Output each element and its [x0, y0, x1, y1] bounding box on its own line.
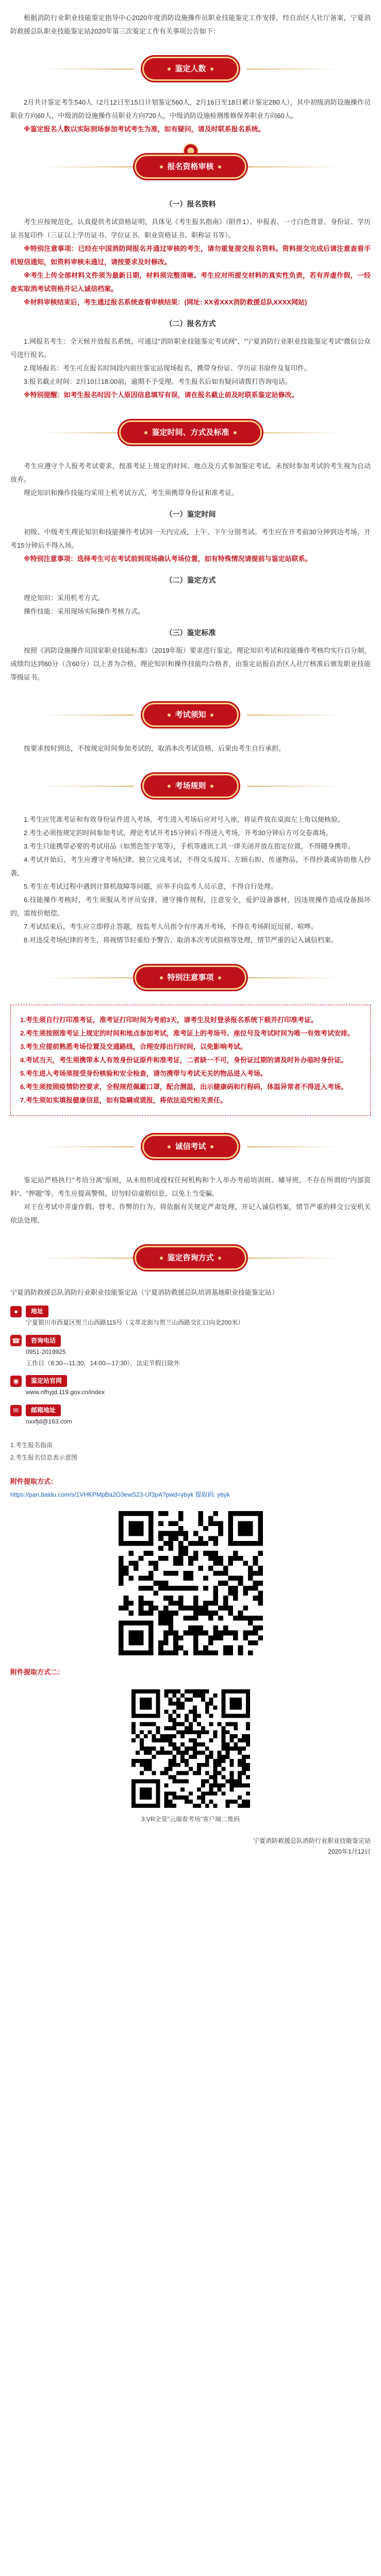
location-pin-icon: ●	[10, 1306, 22, 1317]
sub-title: （二）鉴定方式	[165, 576, 216, 584]
s3-paragraph: 理论知识：采用机考方式。	[24, 594, 105, 602]
section-header-7	[10, 1123, 371, 1170]
section-badge: 鉴定时间、方式及标准	[119, 420, 261, 445]
s3-paragraph: 考生应遵守个人报考考试要求，按准考证上规定的时间、地点及方式参加鉴定考试。未按时参加考试的考生视为自动放弃。	[10, 462, 371, 483]
office-hours: 工作日（8:30—11:30，14:00—17:30），法定节假日除外	[26, 1359, 180, 1367]
contact-section	[10, 1286, 371, 1428]
signature-date: 2020年1月12日	[328, 1848, 371, 1856]
s6-item: 5.考生进入考场须接受身份核验和安全检查，请勿携带与考试无关的物品进入考场。	[20, 1070, 267, 1077]
s5-rule: 4.考试开始后，考生应遵守考场纪律，独立完成考试，不得交头接耳、左顾右盼、传递物品，不得抄袭或协助他人抄袭。	[10, 856, 371, 877]
sub-title: （一）报名资料	[165, 200, 216, 208]
download-title-2: 附件提取方式二：	[10, 1668, 64, 1676]
s2-paragraph: 考生应按规范化，认真提供考试资格证明，具体见《考生报名指南》（附件1）、申报表、一寸白色背景、身份证、学历证书复印件（三证以上学历证书、学位证书、职业资格证书、职称证书等）。	[10, 218, 371, 239]
s5-rule: 1.考生应凭准考证和有效身份证件进入考场，考生进入考场后应对号入座，将证件放在桌面左上角以便核验。	[24, 816, 344, 823]
contact-row-web	[10, 1375, 371, 1387]
s5-rule: 3.考生只能携带必要的考试用品（如黑色签字笔等），手机等通讯工具一律关闭并放在指定位置，不得随身携带。	[24, 842, 355, 850]
mail-icon: ✉	[10, 1405, 22, 1416]
s7-paragraph: 对于在考试中弄虚作假、替考、作弊的行为，将依据有关规定严肃处理，并记入诚信档案，情节严重的移交公安机关依法处理。	[10, 1203, 371, 1224]
section-badge: 报名资格审核	[135, 155, 246, 179]
section-badge: 鉴定咨询方式	[135, 1246, 246, 1270]
section-badge: 鉴定人数	[142, 57, 238, 81]
qr-code-icon	[119, 1511, 263, 1655]
s5-rule: 7.考试结束后，考生应立即停止答题，按监考人员指令有序离开考场，不得在考场附近逗留、喧哗。	[24, 923, 318, 930]
s6-item: 2.考生须按照准考证上规定的时间和地点参加考试，准考证上的考场号、座位号及考试时间为唯一有效考试安排。	[20, 1029, 354, 1037]
section-header-6	[10, 954, 371, 1001]
s3-notice: ※特别注意事项：选择考生可在考试前到现场确认考场位置，如有特殊情况请提前与鉴定站联系。	[24, 555, 312, 563]
s2-paragraph: 3.报名截止时间：2月10日18:00前，逾期不予受理。考生报名后如有疑问请拨打咨询电话。	[24, 378, 292, 385]
qr-code-vr	[10, 1689, 371, 1808]
phone-value[interactable]: 0951-2019925	[26, 1348, 66, 1355]
s6-item: 1.考生须自行打印准考证，准考证打印时间为考前3天，请考生及时登录报名系统下载并打印准考证。	[20, 1016, 318, 1024]
address-label: 地址	[26, 1306, 48, 1317]
s3-paragraph: 按照《消防设施操作员国家职业技能标准》（2019年版）要求进行鉴定。理论知识考试和技能操作考核均实行百分制，成绩均达到60分（含60分）以上者为合格。理论知识和操作技能均合格者，由鉴定站报自治区人社厅核准后颁发职业技能等级证书。	[10, 647, 371, 681]
sub-title: （一）鉴定时间	[165, 510, 216, 518]
s6-item: 3.考生应提前熟悉考场位置及交通路线，合理安排出行时间，以免影响考试。	[20, 1043, 247, 1050]
s2-notice: ※考生上传全部材料文件须为最新日期，材料须完整清晰。考生应对所提交材料的真实性负责，若有弄虚作假，一经查实取消考试资格并记入诚信档案。	[10, 272, 371, 293]
contact-row-address	[10, 1306, 371, 1317]
section-badge: 诚信考试	[142, 1134, 238, 1159]
intro-paragraph: 根据消防行业职业技能鉴定指导中心2020年度消防设施操作员职业技能鉴定工作安排，经自治区人社厅备案，宁夏消防救援总队职业技能鉴定站2020年第三次鉴定工作有关事项公告如下：	[10, 14, 371, 35]
download-title: 附件提取方式：	[10, 1477, 58, 1485]
s1-paragraph: 2月共计鉴定考生540人（2月12日至15日计划鉴定560人，2月16日至18日累计鉴定280人），其中初级消防设施操作员职业方向60人，中级消防设施操作员职业方向720人，中级消防设施检测维修保养职业方向60人。	[10, 98, 371, 120]
sub-title: （二）报名方式	[165, 319, 216, 328]
s5-rule: 5.考生在考试过程中遇到计算机故障等问题，应举手向监考人员示意，不得自行处理。	[24, 883, 277, 890]
section-header-8	[10, 1234, 371, 1281]
s4-paragraph: 按要求按时到达，不按规定时间参加考试的，取消本次考试资格，后果由考生自行承担。	[24, 744, 286, 752]
section-header-2	[10, 143, 371, 190]
signature-block	[10, 1836, 371, 1858]
s2-notice: ※材料审核结束后，考生通过报名系统查看审核结果：(网址: XX省XXX消防救援总队XXXX网站)	[24, 298, 307, 306]
org-name: 宁夏消防救援总队消防行业职业技能鉴定站（宁夏消防救援总队培训基地职业技能鉴定站）	[10, 1289, 279, 1296]
section-badge: 考试须知	[142, 703, 238, 727]
web-value[interactable]: www.nfhyjd.119.gov.cn/index	[26, 1388, 105, 1396]
s2-paragraph: 2.现场报名：考生可在报名时间段内前往鉴定站现场报名，携带身份证、学历证书原件及复印件。	[24, 364, 311, 372]
s3-paragraph: 理论知识和操作技能均采用上机考试方式，考生须携带身份证和准考证。	[24, 489, 239, 497]
address-value: 宁夏银川市西夏区贺兰山西路115号（文萃北街与贺兰山西路交汇口向北200米）	[26, 1319, 244, 1327]
attachment-2[interactable]: 2.考生报名信息表示意图	[10, 1453, 78, 1461]
sub-title: （三）鉴定标准	[165, 629, 216, 637]
s5-rule: 8.对违反考场纪律的考生，将视情节轻重给予警告、取消本次考试资格等处理，情节严重的记入诚信档案。	[24, 936, 338, 944]
section-header-5	[10, 762, 371, 809]
s7-paragraph: 鉴定站严格执行"考培分离"原则，从未组织或授权任何机构和个人举办考前培训班、辅导班，不存在所谓的"内部资料"、"押题"等。考生应提高警惕，切勿轻信虚假信息，以免上当受骗。	[10, 1176, 371, 1197]
s6-item: 7.考生须如实填报健康信息，如有隐瞒或谎报，将依法追究相关责任。	[20, 1096, 227, 1104]
section-badge: 考场规则	[142, 774, 238, 798]
s2-notice: ※特别注意事项：已经在中国消防网报名并通过审核的考生，请勿重复提交报名资料。资料提交完成后请注意查看手机短信通知，如资料审核未通过，请按要求及时修改。	[10, 245, 371, 266]
contact-row-email	[10, 1404, 371, 1416]
s3-paragraph: 初级、中级考生理论知识和技能操作考试同一天内完成，上午、下午分别考试。考生应在开考前30分钟到达考场，开考15分钟后不得入场。	[10, 528, 371, 549]
web-label: 鉴定站官网	[26, 1375, 67, 1387]
vr-qr-code-icon	[131, 1689, 250, 1808]
s1-notice: ※鉴定报名人数以实际到场参加考试考生为准，如有疑问，请及时联系报名系统。	[24, 125, 265, 133]
download-link[interactable]: https://pan.baidu.com/s/1VHKPMpBa2O3ewS23-Uf3pA?pwd=ybyk 提取码: ybyk	[10, 1490, 230, 1498]
attachment-1[interactable]: 1.考生报名指南	[10, 1441, 53, 1449]
phone-icon: ☎	[10, 1335, 22, 1346]
s6-item: 6.考生须按照疫情防控要求，全程规范佩戴口罩，配合测温，出示健康码和行程码，体温异常者不得进入考场。	[20, 1083, 347, 1091]
special-notice-box	[10, 1005, 371, 1116]
section-badge: 特别注意事项	[135, 965, 246, 990]
email-value[interactable]: nxxfjd@163.com	[26, 1418, 72, 1426]
signature-org: 宁夏消防救援总队消防行业职业技能鉴定站	[253, 1837, 371, 1844]
s2-paragraph: 1.网报名考生：全天候开放报名系统，可通过"消防职业技能鉴定考试网"、"宁夏消防行业职业技能鉴定考试"微信公众号进行报名。	[10, 337, 371, 359]
qr-caption: 3.VR全景"云端看考场"客户端二维码	[141, 1815, 240, 1823]
section-header-1	[10, 45, 371, 92]
phone-label: 咨询电话	[26, 1335, 61, 1347]
email-label: 邮箱地址	[26, 1404, 61, 1416]
section-header-4	[10, 691, 371, 738]
s3-paragraph: 操作技能：采用现场实际操作考核方式。	[24, 607, 145, 615]
s2-notice: ※特别提醒：如考生报名时因个人原因信息填写有误，请在报名截止前及时联系鉴定站修改。	[24, 391, 299, 399]
qr-code-primary	[10, 1511, 371, 1655]
s5-rule: 6.技能操作考核时，考生须服从考评员安排，遵守操作规程，注意安全，爱护设备器材，因违规操作造成设备损坏的，需按价赔偿。	[10, 896, 371, 917]
s5-rule: 2.考生必须按规定的时间参加考试，理论考试开考15分钟后不得进入考场，开考30分钟后方可交卷离场。	[24, 829, 333, 837]
s6-item: 4.考试当天，考生须携带本人有效身份证原件和准考证，二者缺一不可，身份证过期的请及时补办临时身份证。	[20, 1056, 347, 1064]
contact-row-phone	[10, 1335, 371, 1347]
globe-icon: ◉	[10, 1376, 22, 1387]
section-header-3	[10, 409, 371, 455]
